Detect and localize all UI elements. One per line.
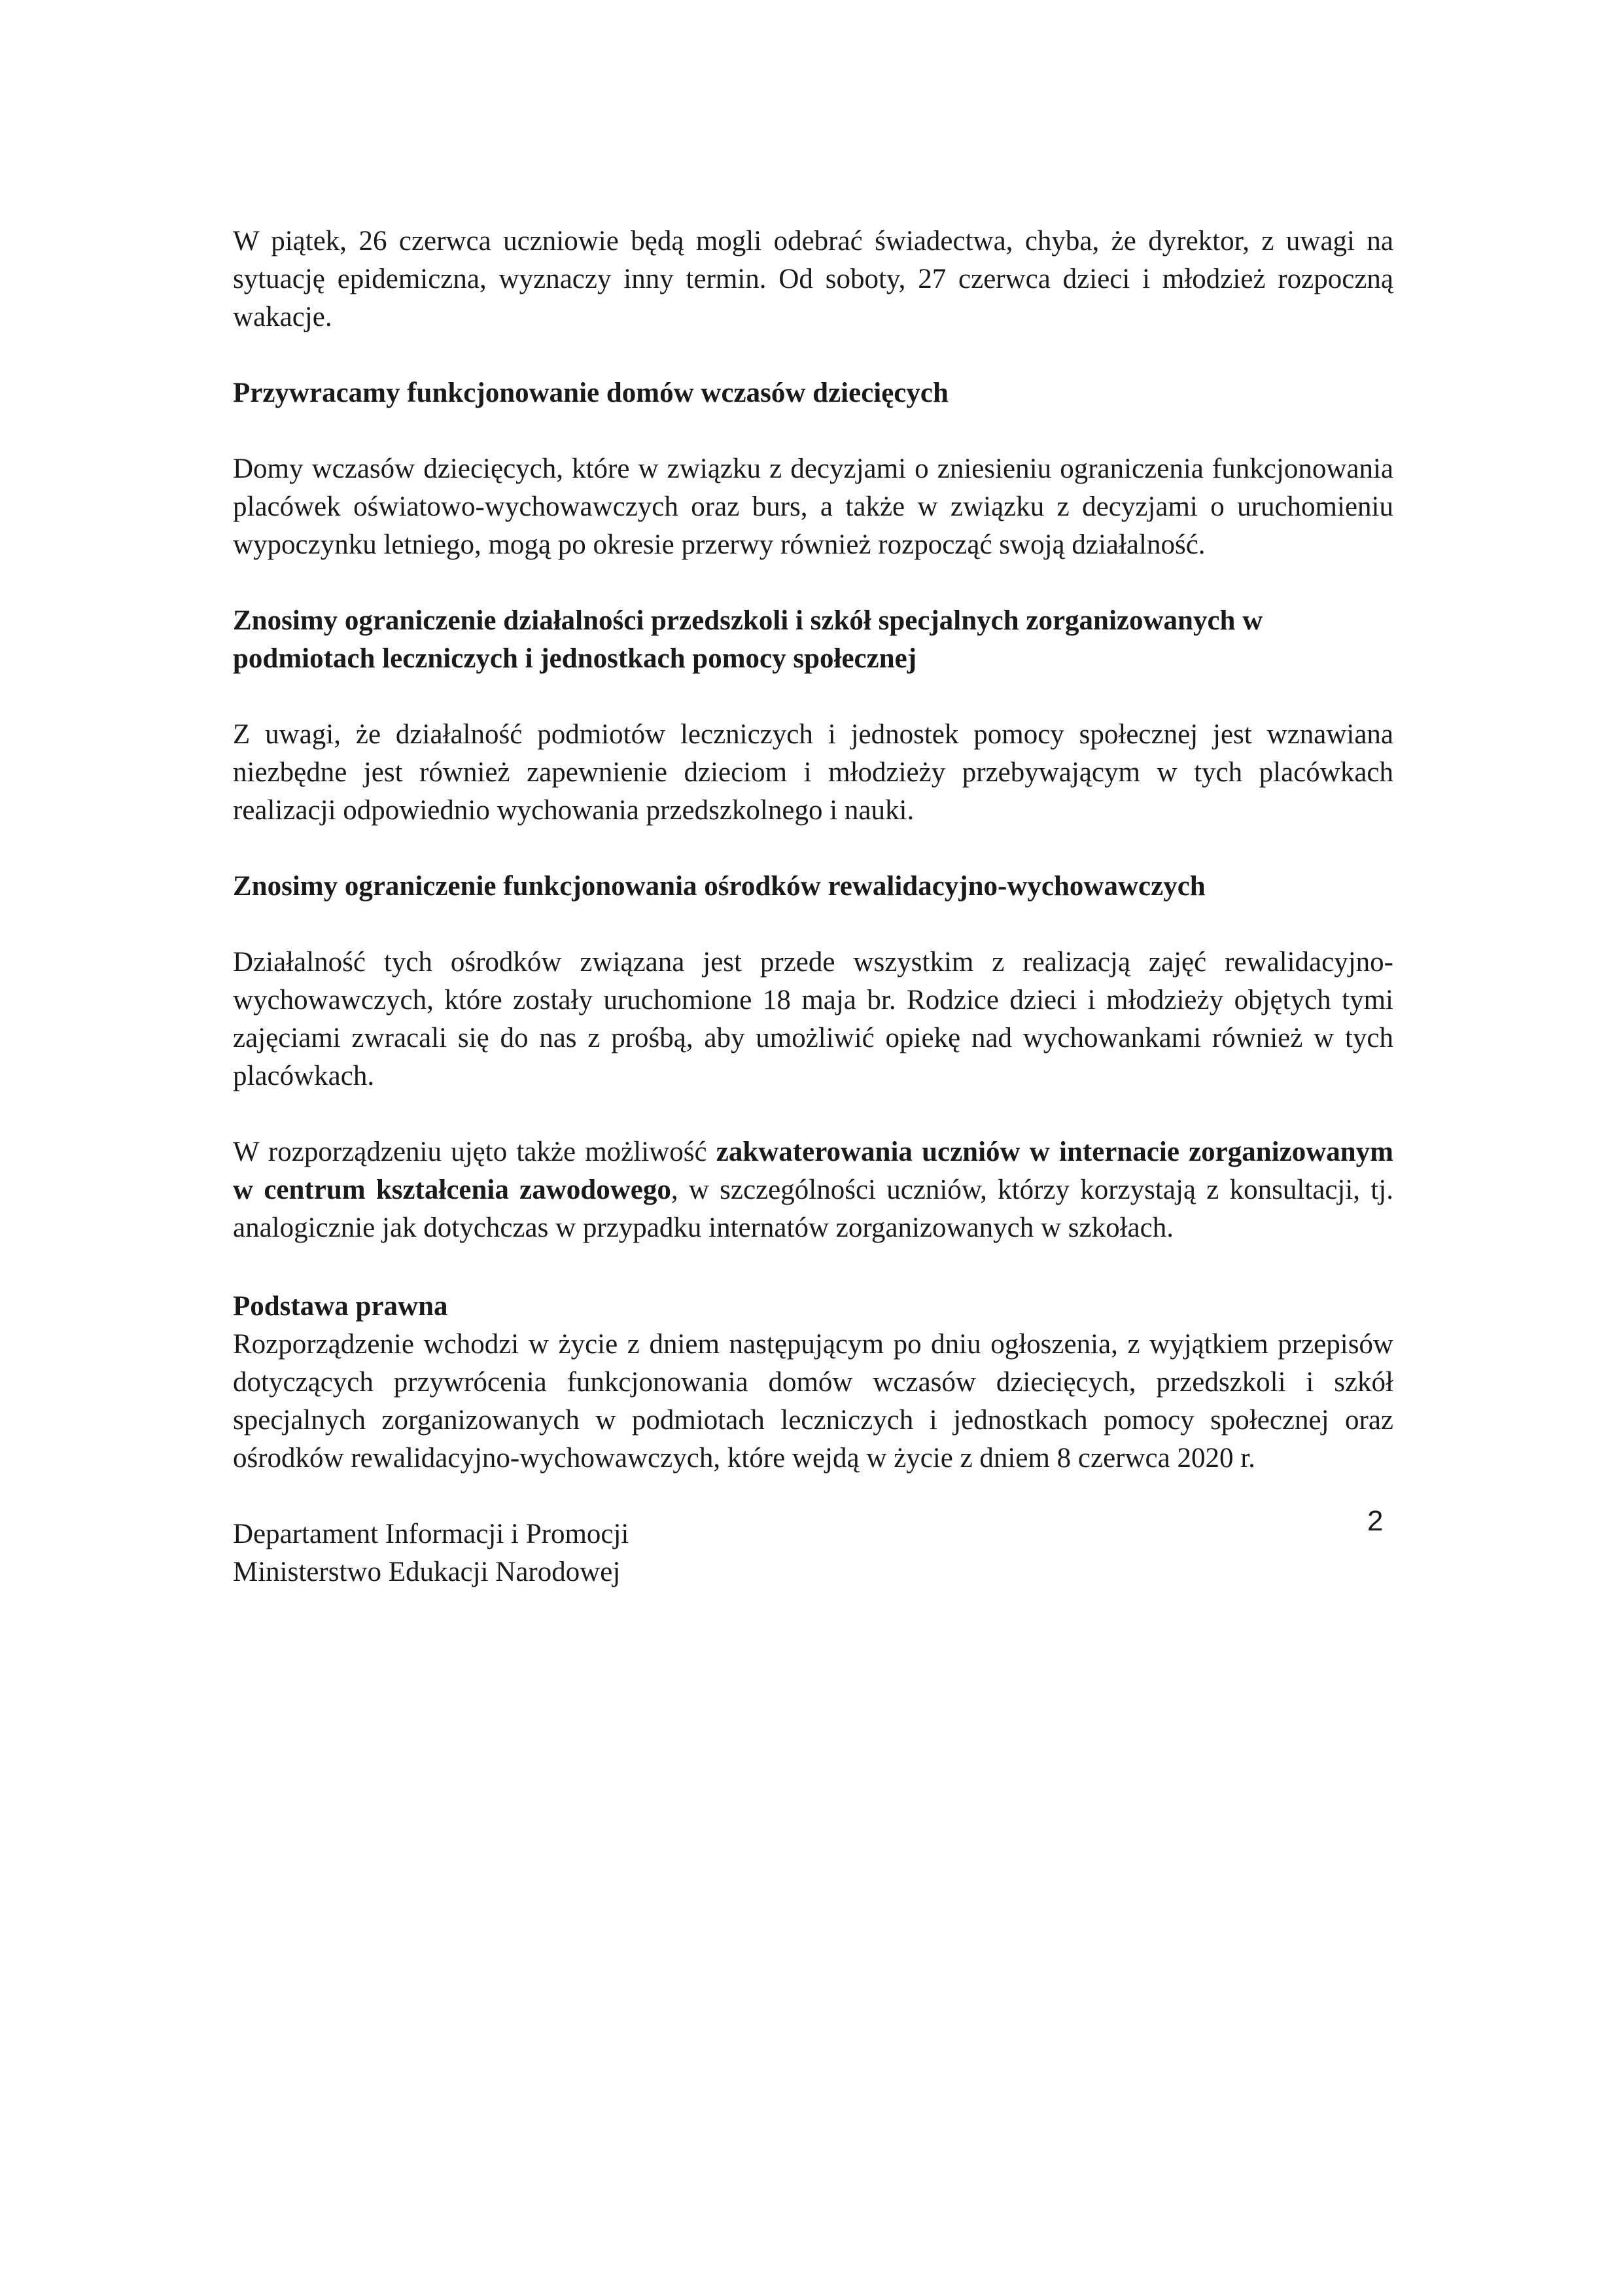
section-body-special-schools: Z uwagi, że działalność podmiotów leczniczych i jednostek pomocy społecznej jest wznawiana niezbędne jest również zapewnienie dzieciom i młodzieży przebywającym w tych placówkach realizacji odpowiednio wychowania przedszkolnego i nauki.: [233, 719, 1393, 826]
intro-paragraph: W piątek, 26 czerwca uczniowie będą mogli odebrać świadectwa, chyba, że dyrektor, z uwagi na sytuację epidemiczna, wyznaczy inny termin. Od soboty, 27 czerwca dzieci i młodzież rozpoczną wakacje.: [233, 226, 1393, 332]
legal-basis-heading: Podstawa prawna: [233, 1291, 448, 1322]
signature-department: Departament Informacji i Promocji: [233, 1519, 629, 1549]
signature-block: [233, 1515, 1393, 1591]
dormitory-text-prefix: W rozporządzeniu ujęto także możliwość: [233, 1137, 716, 1167]
dormitory-text-suffix: , w szczególności uczniów, którzy korzystają z konsultacji, tj. analogicznie jak dotychczas w przypadku internatów zorganizowanych w szkołach.: [233, 1174, 1393, 1243]
dormitory-text-bold: zakwaterowania uczniów w internacie zorganizowanym w centrum kształcenia zawodowego: [233, 1137, 1393, 1205]
section-body-rehabilitation-centers: Działalność tych ośrodków związana jest przede wszystkim z realizacją zajęć rewalidacyjno-wychowawczych, które zostały uruchomione 18 maja br. Rodzice dzieci i młodzieży objętych tymi zajęciami zwracali się do nas z prośbą, aby umożliwić opiekę nad wychowankami również w tych placówkach.: [233, 947, 1393, 1091]
dormitory-paragraph: [233, 1133, 1393, 1247]
document-page: [233, 222, 1393, 1591]
section-heading-special-schools: Znosimy ograniczenie działalności przedszkoli i szkół specjalnych zorganizowanych w podmiotach leczniczych i jednostkach pomocy społecznej: [233, 605, 1263, 674]
signature-ministry: Ministerstwo Edukacji Narodowej: [233, 1557, 621, 1587]
section-heading-holiday-homes: Przywracamy funkcjonowanie domów wczasów dziecięcych: [233, 378, 949, 408]
section-body-holiday-homes: Domy wczasów dziecięcych, które w związku z decyzjami o zniesieniu ograniczenia funkcjonowania placówek oświatowo-wychowawczych oraz burs, a także w związku z decyzjami o uruchomieniu wypoczynku letniego, mogą po okresie przerwy również rozpocząć swoją działalność.: [233, 453, 1393, 560]
page-number: 2: [1367, 1505, 1384, 1537]
legal-basis-body: Rozporządzenie wchodzi w życie z dniem następującym po dniu ogłoszenia, z wyjątkiem przepisów dotyczących przywrócenia funkcjonowania domów wczasów dziecięcych, przedszkoli i szkół specjalnych zorganizowanych w podmiotach leczniczych i jednostkach pomocy społecznej oraz ośrodków rewalidacyjno-wychowawczych, które wejdą w życie z dniem 8 czerwca 2020 r.: [233, 1329, 1393, 1474]
section-heading-rehabilitation-centers: Znosimy ograniczenie funkcjonowania ośrodków rewalidacyjno-wychowawczych: [233, 871, 1206, 902]
